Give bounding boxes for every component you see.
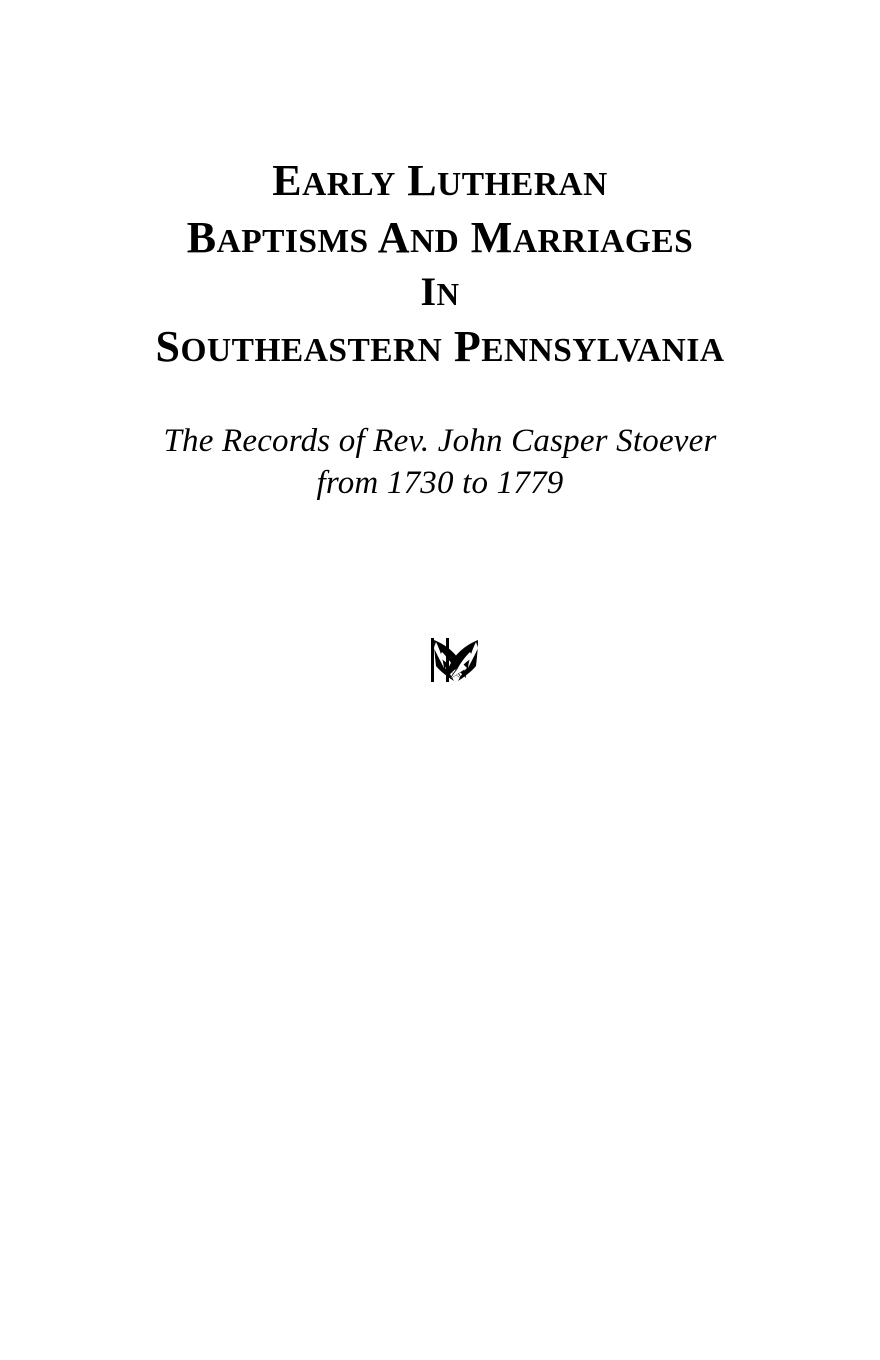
subtitle bbox=[0, 420, 880, 504]
title-line-3 bbox=[0, 271, 880, 313]
subtitle-line-2: from 1730 to 1779 bbox=[316, 465, 564, 502]
title-line-4-word-1-capital: S bbox=[155, 321, 181, 371]
title-line-1 bbox=[0, 158, 880, 205]
title-line-2-word-2-capital: A bbox=[377, 212, 411, 262]
title-line-1-word-2-capital: L bbox=[407, 156, 438, 205]
title-line-1-word-1-rest: ARLY bbox=[302, 166, 396, 203]
title-line-2 bbox=[0, 212, 880, 262]
title-line-3-capital: I bbox=[420, 269, 437, 315]
page-title bbox=[0, 158, 880, 370]
title-line-2-word-1-capital: B bbox=[186, 212, 217, 262]
title-line-4-word-2-rest: ENNSYLVANIA bbox=[481, 331, 725, 369]
title-line-4-word-1-rest: OUTHEASTERN bbox=[180, 331, 443, 369]
fleuron-double-leaf-icon bbox=[388, 632, 492, 686]
subtitle-line-1: The Records of Rev. John Casper Stoever bbox=[163, 423, 717, 459]
title-line-4-word-2-capital: P bbox=[453, 321, 482, 371]
ornament bbox=[0, 632, 880, 691]
title-line-3-rest: N bbox=[436, 277, 460, 313]
title-line-2-word-1-rest: APTISMS bbox=[216, 222, 369, 260]
title-line-2-word-3-rest: ARRIAGES bbox=[512, 222, 694, 260]
title-line-2-word-3-capital: M bbox=[470, 212, 513, 262]
title-line-1-word-1-capital: E bbox=[272, 156, 303, 205]
title-line-1-word-2-rest: UTHERAN bbox=[437, 166, 608, 203]
title-line-2-word-2-rest: ND bbox=[410, 222, 460, 260]
title-line-4 bbox=[0, 321, 880, 371]
